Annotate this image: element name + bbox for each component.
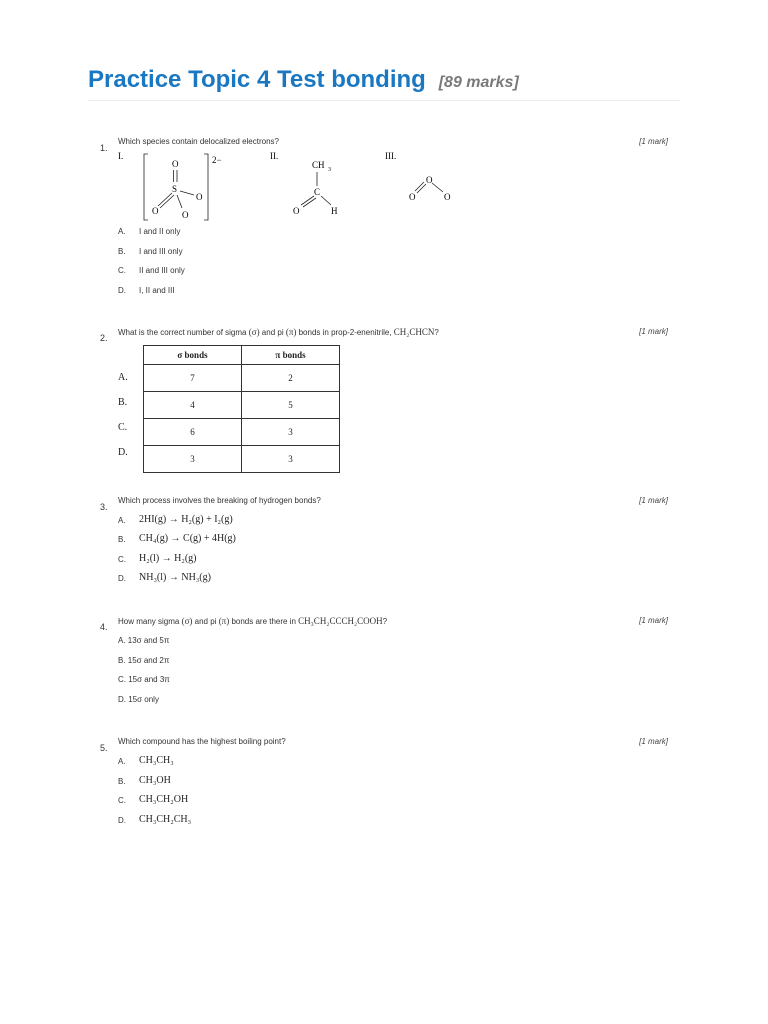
table-cell: 7 — [144, 365, 242, 392]
table-row — [144, 419, 340, 446]
table-header: σ bonds — [144, 346, 242, 365]
option-letter: D. — [118, 286, 126, 295]
title-divider — [88, 100, 680, 101]
structure-i-charge: 2− — [212, 155, 222, 165]
question-5-number: 5. — [100, 743, 108, 753]
structure-ii-atom: H — [331, 206, 338, 216]
option-text: NH₃(l) → NH₃(g) — [139, 572, 211, 583]
option-text: B. 15σ and 2π — [118, 656, 170, 665]
right-bracket — [204, 154, 208, 220]
option-text: 2HI(g) → H₂(g) + I₂(g) — [139, 514, 233, 525]
option-text: I and III only — [139, 247, 183, 256]
structure-i-atom: O — [196, 192, 203, 202]
table-row — [144, 446, 340, 473]
question-2-number: 2. — [100, 333, 108, 343]
structure-ii-atom: C — [314, 187, 321, 197]
question-1-number: 1. — [100, 143, 108, 153]
question-5-mark: [1 mark] — [639, 737, 668, 746]
table-cell: 3 — [144, 446, 242, 473]
structure-i — [118, 151, 222, 220]
total-marks: [89 marks] — [438, 74, 519, 91]
question-4-text: How many sigma (σ) and pi (π) bonds are there in CH₃CH₂CCCH₂COOH? — [118, 616, 388, 626]
structure-ii-atom: CH — [312, 160, 325, 170]
table-cell: 4 — [144, 392, 242, 419]
structure-iii-atom: O — [409, 192, 416, 202]
structure-iii — [385, 151, 451, 202]
question-3-mark: [1 mark] — [639, 496, 668, 505]
option-letter: D. — [118, 574, 126, 583]
structure-i-atom: S — [172, 184, 178, 194]
structure-i-label: I. — [118, 151, 124, 161]
option-letter: B. — [118, 535, 126, 544]
table-cell: 5 — [242, 392, 340, 419]
option-letter: D. — [118, 816, 126, 825]
question-2-text: What is the correct number of sigma (σ) and pi (π) bonds in prop-2-enenitrile, CH₂CHCN? — [118, 327, 439, 337]
structure-iii-atom: O — [444, 192, 451, 202]
question-4-mark: [1 mark] — [639, 616, 668, 625]
option-text: H₂(l) → H₂(g) — [139, 553, 197, 564]
option-letter: C. — [118, 266, 126, 275]
table-cell: 3 — [242, 419, 340, 446]
question-1-structures — [118, 148, 478, 226]
option-text: I and II only — [139, 227, 181, 236]
question-5-text: Which compound has the highest boiling point? — [118, 737, 286, 746]
structure-ii-label: II. — [270, 151, 279, 161]
left-bracket — [144, 154, 148, 220]
option-letter: A. — [118, 516, 126, 525]
question-4-number: 4. — [100, 622, 108, 632]
option-text: CH₃CH₂CH₃ — [139, 814, 192, 825]
option-letter: A. — [118, 757, 126, 766]
question-3-number: 3. — [100, 502, 108, 512]
table-header: π bonds — [242, 346, 340, 365]
option-text: CH₄(g) → C(g) + 4H(g) — [139, 533, 236, 544]
question-2-mark: [1 mark] — [639, 327, 668, 336]
table-row-letter: C. — [118, 422, 128, 433]
question-3-text: Which process involves the breaking of hydrogen bonds? — [118, 496, 321, 505]
structure-ii-subscript: 3 — [328, 167, 331, 173]
option-text: II and III only — [139, 266, 185, 275]
table-header-row — [144, 346, 340, 365]
option-letter: C. — [118, 555, 126, 564]
table-row — [144, 392, 340, 419]
page-title — [88, 58, 519, 95]
option-letter: A. — [118, 227, 126, 236]
table-cell: 6 — [144, 419, 242, 446]
option-text: CH₃OH — [139, 775, 171, 786]
table-cell: 3 — [242, 446, 340, 473]
bonds-table — [143, 345, 340, 473]
option-letter: C. — [118, 796, 126, 805]
title-text: Practice Topic 4 Test bonding — [88, 66, 426, 93]
table-row-letter: B. — [118, 397, 128, 408]
structure-ii — [270, 151, 338, 216]
structure-i-atom: O — [182, 210, 189, 220]
option-text: D. 15σ only — [118, 695, 159, 704]
structure-iii-label: III. — [385, 151, 397, 161]
question-1-mark: [1 mark] — [639, 137, 668, 146]
table-row-letter: A. — [118, 372, 128, 383]
structure-i-atom: O — [172, 159, 179, 169]
structure-iii-atom: O — [426, 175, 433, 185]
option-text: CH₃CH₂OH — [139, 794, 189, 805]
structure-i-atom: O — [152, 206, 159, 216]
option-text: CH₃CH₃ — [139, 755, 174, 766]
table-row — [144, 365, 340, 392]
structure-ii-atom: O — [293, 206, 300, 216]
option-letter: B. — [118, 247, 126, 256]
question-1-text: Which species contain delocalized electrons? — [118, 137, 279, 146]
table-cell: 2 — [242, 365, 340, 392]
table-row-letter: D. — [118, 447, 128, 458]
option-text: A. 13σ and 5π — [118, 636, 170, 645]
option-text: I, II and III — [139, 286, 175, 295]
option-text: C. 15σ and 3π — [118, 675, 170, 684]
option-letter: B. — [118, 777, 126, 786]
